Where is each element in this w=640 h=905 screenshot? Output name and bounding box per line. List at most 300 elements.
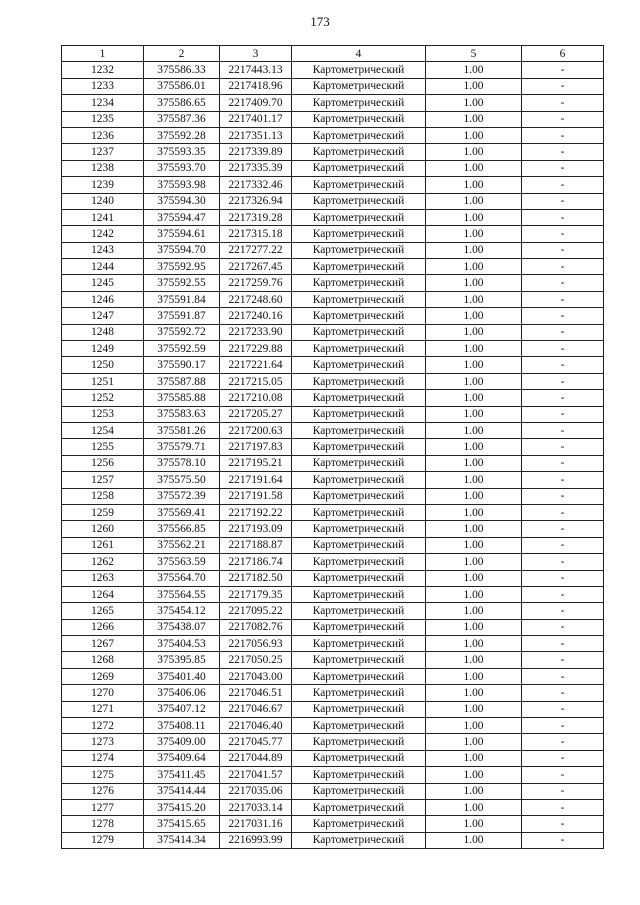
table-row xyxy=(62,750,604,766)
table-cell: 2217351.13 xyxy=(220,127,292,143)
table-cell: 1.00 xyxy=(426,701,522,717)
table-cell: 1261 xyxy=(62,537,144,553)
table-cell: Картометрический xyxy=(292,193,426,209)
table-cell: - xyxy=(522,341,604,357)
table-cell: 1.00 xyxy=(426,750,522,766)
table-cell: - xyxy=(522,767,604,783)
table-cell: 1243 xyxy=(62,242,144,258)
table-cell: - xyxy=(522,488,604,504)
table-cell: - xyxy=(522,668,604,684)
table-cell: 375583.63 xyxy=(144,406,220,422)
table-cell: 2217229.88 xyxy=(220,341,292,357)
table-cell: 375592.59 xyxy=(144,341,220,357)
table-cell: 1.00 xyxy=(426,193,522,209)
table-cell: 2217179.35 xyxy=(220,586,292,602)
table-row xyxy=(62,455,604,471)
table-cell: - xyxy=(522,734,604,750)
table-cell: 375592.95 xyxy=(144,259,220,275)
table-cell: 2217315.18 xyxy=(220,226,292,242)
table-cell: - xyxy=(522,652,604,668)
table-cell: 1.00 xyxy=(426,734,522,750)
table-cell: 2217210.08 xyxy=(220,390,292,406)
table-cell: 375438.07 xyxy=(144,619,220,635)
table-cell: 2217046.51 xyxy=(220,685,292,701)
table-cell: 1.00 xyxy=(426,636,522,652)
table-cell: 375586.01 xyxy=(144,78,220,94)
table-cell: Картометрический xyxy=(292,472,426,488)
table-cell: - xyxy=(522,209,604,225)
table-cell: 1.00 xyxy=(426,390,522,406)
table-cell: Картометрический xyxy=(292,242,426,258)
table-cell: 1.00 xyxy=(426,95,522,111)
table-cell: Картометрический xyxy=(292,521,426,537)
column-header: 4 xyxy=(292,46,426,62)
table-row xyxy=(62,341,604,357)
table-cell: 1277 xyxy=(62,799,144,815)
table-cell: 375395.85 xyxy=(144,652,220,668)
table-cell: 1233 xyxy=(62,78,144,94)
table-cell: 375591.87 xyxy=(144,308,220,324)
table-cell: Картометрический xyxy=(292,799,426,815)
table-cell: - xyxy=(522,439,604,455)
table-cell: Картометрический xyxy=(292,537,426,553)
table-row xyxy=(62,422,604,438)
table-cell: 1.00 xyxy=(426,291,522,307)
table-cell: Картометрический xyxy=(292,668,426,684)
table-cell: 375562.21 xyxy=(144,537,220,553)
table-cell: Картометрический xyxy=(292,144,426,160)
table-cell: - xyxy=(522,291,604,307)
table-cell: 1262 xyxy=(62,554,144,570)
table-cell: 1267 xyxy=(62,636,144,652)
table-cell: - xyxy=(522,78,604,94)
table-row xyxy=(62,619,604,635)
table-row xyxy=(62,144,604,160)
table-cell: 2217195.21 xyxy=(220,455,292,471)
table-cell: 2217046.40 xyxy=(220,718,292,734)
table-cell: 2217200.63 xyxy=(220,422,292,438)
table-cell: 1260 xyxy=(62,521,144,537)
table-cell: Картометрический xyxy=(292,127,426,143)
table-cell: Картометрический xyxy=(292,308,426,324)
table-cell: 375406.06 xyxy=(144,685,220,701)
table-row xyxy=(62,783,604,799)
table-cell: 2217443.13 xyxy=(220,62,292,78)
table-cell: 2217335.39 xyxy=(220,160,292,176)
table-row xyxy=(62,275,604,291)
table-row xyxy=(62,668,604,684)
table-row xyxy=(62,406,604,422)
table-cell: 1236 xyxy=(62,127,144,143)
table-cell: 375569.41 xyxy=(144,504,220,520)
table-cell: 1256 xyxy=(62,455,144,471)
table-cell: 1.00 xyxy=(426,685,522,701)
table-cell: - xyxy=(522,177,604,193)
table-cell: 1.00 xyxy=(426,259,522,275)
table-cell: 1.00 xyxy=(426,586,522,602)
table-cell: 1.00 xyxy=(426,521,522,537)
table-cell: - xyxy=(522,783,604,799)
table-cell: Картометрический xyxy=(292,554,426,570)
table-cell: 1.00 xyxy=(426,554,522,570)
table-cell: 375404.53 xyxy=(144,636,220,652)
table-row xyxy=(62,308,604,324)
table-cell: 1241 xyxy=(62,209,144,225)
table-cell: - xyxy=(522,406,604,422)
table-cell: Картометрический xyxy=(292,636,426,652)
table-row xyxy=(62,324,604,340)
table-row xyxy=(62,652,604,668)
table-cell: - xyxy=(522,95,604,111)
table-cell: Картометрический xyxy=(292,275,426,291)
table-cell: 375409.64 xyxy=(144,750,220,766)
table-cell: 1263 xyxy=(62,570,144,586)
table-cell: 1259 xyxy=(62,504,144,520)
table-cell: 375592.55 xyxy=(144,275,220,291)
table-cell: 2217188.87 xyxy=(220,537,292,553)
table-cell: - xyxy=(522,537,604,553)
table-cell: 1273 xyxy=(62,734,144,750)
table-cell: 1240 xyxy=(62,193,144,209)
table-row xyxy=(62,62,604,78)
table-cell: Картометрический xyxy=(292,439,426,455)
table-cell: 375415.65 xyxy=(144,816,220,832)
table-row xyxy=(62,554,604,570)
table-cell: 375407.12 xyxy=(144,701,220,717)
table-cell: 1.00 xyxy=(426,619,522,635)
table-cell: 2217095.22 xyxy=(220,603,292,619)
table-cell: - xyxy=(522,472,604,488)
table-cell: Картометрический xyxy=(292,226,426,242)
table-cell: 1253 xyxy=(62,406,144,422)
table-row xyxy=(62,734,604,750)
table-cell: 1264 xyxy=(62,586,144,602)
table-row xyxy=(62,586,604,602)
table-cell: Картометрический xyxy=(292,455,426,471)
table-cell: 1275 xyxy=(62,767,144,783)
table-cell: 1245 xyxy=(62,275,144,291)
table-cell: - xyxy=(522,144,604,160)
table-row xyxy=(62,521,604,537)
table-cell: 2217409.70 xyxy=(220,95,292,111)
table-cell: Картометрический xyxy=(292,111,426,127)
table-cell: - xyxy=(522,554,604,570)
table-cell: 1.00 xyxy=(426,308,522,324)
table-cell: 2217046.67 xyxy=(220,701,292,717)
table-cell: 2217240.16 xyxy=(220,308,292,324)
table-row xyxy=(62,439,604,455)
table-cell: 1258 xyxy=(62,488,144,504)
table-cell: - xyxy=(522,275,604,291)
table-row xyxy=(62,685,604,701)
table-cell: 1234 xyxy=(62,95,144,111)
table-body xyxy=(62,62,604,849)
table-cell: 2217401.17 xyxy=(220,111,292,127)
table-cell: 1242 xyxy=(62,226,144,242)
table-cell: 1276 xyxy=(62,783,144,799)
table-cell: 2217182.50 xyxy=(220,570,292,586)
table-cell: Картометрический xyxy=(292,390,426,406)
table-row xyxy=(62,701,604,717)
table-cell: 375564.55 xyxy=(144,586,220,602)
table-cell: Картометрический xyxy=(292,652,426,668)
column-header: 3 xyxy=(220,46,292,62)
table-cell: 1255 xyxy=(62,439,144,455)
table-cell: 2217041.57 xyxy=(220,767,292,783)
column-header: 2 xyxy=(144,46,220,62)
table-cell: 2217259.76 xyxy=(220,275,292,291)
table-cell: 1.00 xyxy=(426,111,522,127)
table-cell: 2217050.25 xyxy=(220,652,292,668)
table-cell: 375592.72 xyxy=(144,324,220,340)
table-row xyxy=(62,767,604,783)
table-cell: 1246 xyxy=(62,291,144,307)
table-row xyxy=(62,357,604,373)
table-cell: - xyxy=(522,62,604,78)
table-cell: 375401.40 xyxy=(144,668,220,684)
table-cell: 375566.85 xyxy=(144,521,220,537)
table-cell: - xyxy=(522,357,604,373)
table-cell: - xyxy=(522,226,604,242)
table-cell: 1.00 xyxy=(426,537,522,553)
table-cell: - xyxy=(522,750,604,766)
table-cell: 2217045.77 xyxy=(220,734,292,750)
table-cell: 375572.39 xyxy=(144,488,220,504)
table-cell: Картометрический xyxy=(292,341,426,357)
table-cell: 2217082.76 xyxy=(220,619,292,635)
table-cell: - xyxy=(522,390,604,406)
table-row xyxy=(62,291,604,307)
table-cell: 2217192.22 xyxy=(220,504,292,520)
table-cell: 1.00 xyxy=(426,799,522,815)
table-cell: 1235 xyxy=(62,111,144,127)
table-cell: - xyxy=(522,701,604,717)
table-cell: 375593.70 xyxy=(144,160,220,176)
coordinates-table xyxy=(61,45,604,849)
table-cell: 2217193.09 xyxy=(220,521,292,537)
table-cell: 2217215.05 xyxy=(220,373,292,389)
table-row xyxy=(62,504,604,520)
table-row xyxy=(62,799,604,815)
table-cell: 1.00 xyxy=(426,242,522,258)
table-cell: - xyxy=(522,324,604,340)
table-cell: Картометрический xyxy=(292,160,426,176)
table-cell: Картометрический xyxy=(292,422,426,438)
table-cell: 1251 xyxy=(62,373,144,389)
table-row xyxy=(62,111,604,127)
table-cell: 1.00 xyxy=(426,341,522,357)
table-cell: 1238 xyxy=(62,160,144,176)
table-cell: - xyxy=(522,373,604,389)
table-row xyxy=(62,259,604,275)
table-cell: Картометрический xyxy=(292,783,426,799)
table-cell: 375585.88 xyxy=(144,390,220,406)
table-cell: 1.00 xyxy=(426,226,522,242)
table-cell: 2217031.16 xyxy=(220,816,292,832)
table-cell: 2217339.89 xyxy=(220,144,292,160)
table-cell: 1.00 xyxy=(426,439,522,455)
column-header: 5 xyxy=(426,46,522,62)
table-cell: 2217197.83 xyxy=(220,439,292,455)
table-cell: 1.00 xyxy=(426,357,522,373)
table-cell: Картометрический xyxy=(292,357,426,373)
table-cell: 2217248.60 xyxy=(220,291,292,307)
table-cell: 2217233.90 xyxy=(220,324,292,340)
table-cell: 1254 xyxy=(62,422,144,438)
table-cell: 375563.59 xyxy=(144,554,220,570)
table-cell: 2217332.46 xyxy=(220,177,292,193)
table-cell: 375592.28 xyxy=(144,127,220,143)
table-row xyxy=(62,193,604,209)
table-cell: 1.00 xyxy=(426,603,522,619)
table-cell: 375408.11 xyxy=(144,718,220,734)
table-cell: - xyxy=(522,242,604,258)
table-cell: Картометрический xyxy=(292,767,426,783)
table-cell: 2217267.45 xyxy=(220,259,292,275)
table-cell: 1265 xyxy=(62,603,144,619)
table-row xyxy=(62,472,604,488)
table-cell: - xyxy=(522,603,604,619)
table-cell: Картометрический xyxy=(292,619,426,635)
table-cell: 375590.17 xyxy=(144,357,220,373)
table-cell: 1.00 xyxy=(426,652,522,668)
table-cell: - xyxy=(522,832,604,848)
table-cell: - xyxy=(522,308,604,324)
table-cell: 1.00 xyxy=(426,406,522,422)
table-row xyxy=(62,373,604,389)
table-cell: 375578.10 xyxy=(144,455,220,471)
table-cell: - xyxy=(522,193,604,209)
table-cell: 375586.33 xyxy=(144,62,220,78)
table-cell: Картометрический xyxy=(292,750,426,766)
table-cell: Картометрический xyxy=(292,603,426,619)
page-number: 173 xyxy=(310,14,330,29)
table-cell: - xyxy=(522,570,604,586)
table-cell: 1249 xyxy=(62,341,144,357)
table-row xyxy=(62,95,604,111)
table-cell: 1270 xyxy=(62,685,144,701)
table-row xyxy=(62,537,604,553)
table-cell: 375575.50 xyxy=(144,472,220,488)
table-cell: 2217319.28 xyxy=(220,209,292,225)
table-cell: Картометрический xyxy=(292,373,426,389)
table-row xyxy=(62,209,604,225)
table-row xyxy=(62,127,604,143)
table-header-row xyxy=(62,46,604,62)
table-row xyxy=(62,603,604,619)
table-row xyxy=(62,242,604,258)
column-header: 1 xyxy=(62,46,144,62)
table-cell: - xyxy=(522,127,604,143)
table-row xyxy=(62,832,604,848)
table-cell: 2217191.64 xyxy=(220,472,292,488)
table-cell: 375591.84 xyxy=(144,291,220,307)
table-cell: 375587.88 xyxy=(144,373,220,389)
table-cell: 375579.71 xyxy=(144,439,220,455)
table-cell: 375594.70 xyxy=(144,242,220,258)
table-cell: 1232 xyxy=(62,62,144,78)
table-cell: Картометрический xyxy=(292,324,426,340)
table-cell: 1.00 xyxy=(426,144,522,160)
table-cell: 1.00 xyxy=(426,832,522,848)
table-cell: 1.00 xyxy=(426,177,522,193)
table-cell: 2217191.58 xyxy=(220,488,292,504)
table-cell: - xyxy=(522,636,604,652)
table-cell: 1257 xyxy=(62,472,144,488)
table-row xyxy=(62,636,604,652)
table-cell: 375414.34 xyxy=(144,832,220,848)
table-cell: 1.00 xyxy=(426,127,522,143)
table-cell: Картометрический xyxy=(292,832,426,848)
table-cell: 1.00 xyxy=(426,504,522,520)
table-cell: 1.00 xyxy=(426,62,522,78)
table-row xyxy=(62,570,604,586)
table-cell: Картометрический xyxy=(292,488,426,504)
table-cell: 1.00 xyxy=(426,324,522,340)
table-cell: 375581.26 xyxy=(144,422,220,438)
table-cell: Картометрический xyxy=(292,816,426,832)
table-cell: Картометрический xyxy=(292,291,426,307)
table-cell: 375564.70 xyxy=(144,570,220,586)
table-cell: - xyxy=(522,718,604,734)
table-cell: 2217056.93 xyxy=(220,636,292,652)
table-cell: Картометрический xyxy=(292,259,426,275)
table-cell: Картометрический xyxy=(292,78,426,94)
table-cell: Картометрический xyxy=(292,177,426,193)
table-cell: - xyxy=(522,521,604,537)
table-cell: - xyxy=(522,685,604,701)
table-cell: 1.00 xyxy=(426,767,522,783)
table-cell: 375593.98 xyxy=(144,177,220,193)
table-cell: Картометрический xyxy=(292,504,426,520)
table-cell: - xyxy=(522,816,604,832)
table-cell: Картометрический xyxy=(292,685,426,701)
table-row xyxy=(62,816,604,832)
table-cell: 1237 xyxy=(62,144,144,160)
table-cell: 2217221.64 xyxy=(220,357,292,373)
table-cell: 1278 xyxy=(62,816,144,832)
table-cell: 375593.35 xyxy=(144,144,220,160)
table-row xyxy=(62,177,604,193)
table-row xyxy=(62,390,604,406)
table-cell: - xyxy=(522,504,604,520)
table-cell: 2217043.00 xyxy=(220,668,292,684)
table-cell: 1269 xyxy=(62,668,144,684)
table-cell: 1.00 xyxy=(426,422,522,438)
table-cell: 1239 xyxy=(62,177,144,193)
table-cell: 1.00 xyxy=(426,78,522,94)
table-cell: 1248 xyxy=(62,324,144,340)
table-row xyxy=(62,226,604,242)
table-cell: Картометрический xyxy=(292,406,426,422)
table-cell: 2217044.89 xyxy=(220,750,292,766)
table-cell: Картометрический xyxy=(292,734,426,750)
table-cell: Картометрический xyxy=(292,586,426,602)
table-cell: 2216993.99 xyxy=(220,832,292,848)
table-cell: 1.00 xyxy=(426,570,522,586)
table-cell: - xyxy=(522,259,604,275)
table-cell: - xyxy=(522,619,604,635)
table-cell: 2217418.96 xyxy=(220,78,292,94)
table-row xyxy=(62,160,604,176)
table-cell: 1274 xyxy=(62,750,144,766)
table-cell: - xyxy=(522,160,604,176)
table-cell: Картометрический xyxy=(292,570,426,586)
table-cell: 2217035.06 xyxy=(220,783,292,799)
table-cell: 2217326.94 xyxy=(220,193,292,209)
table-cell: 1.00 xyxy=(426,209,522,225)
table-cell: - xyxy=(522,422,604,438)
